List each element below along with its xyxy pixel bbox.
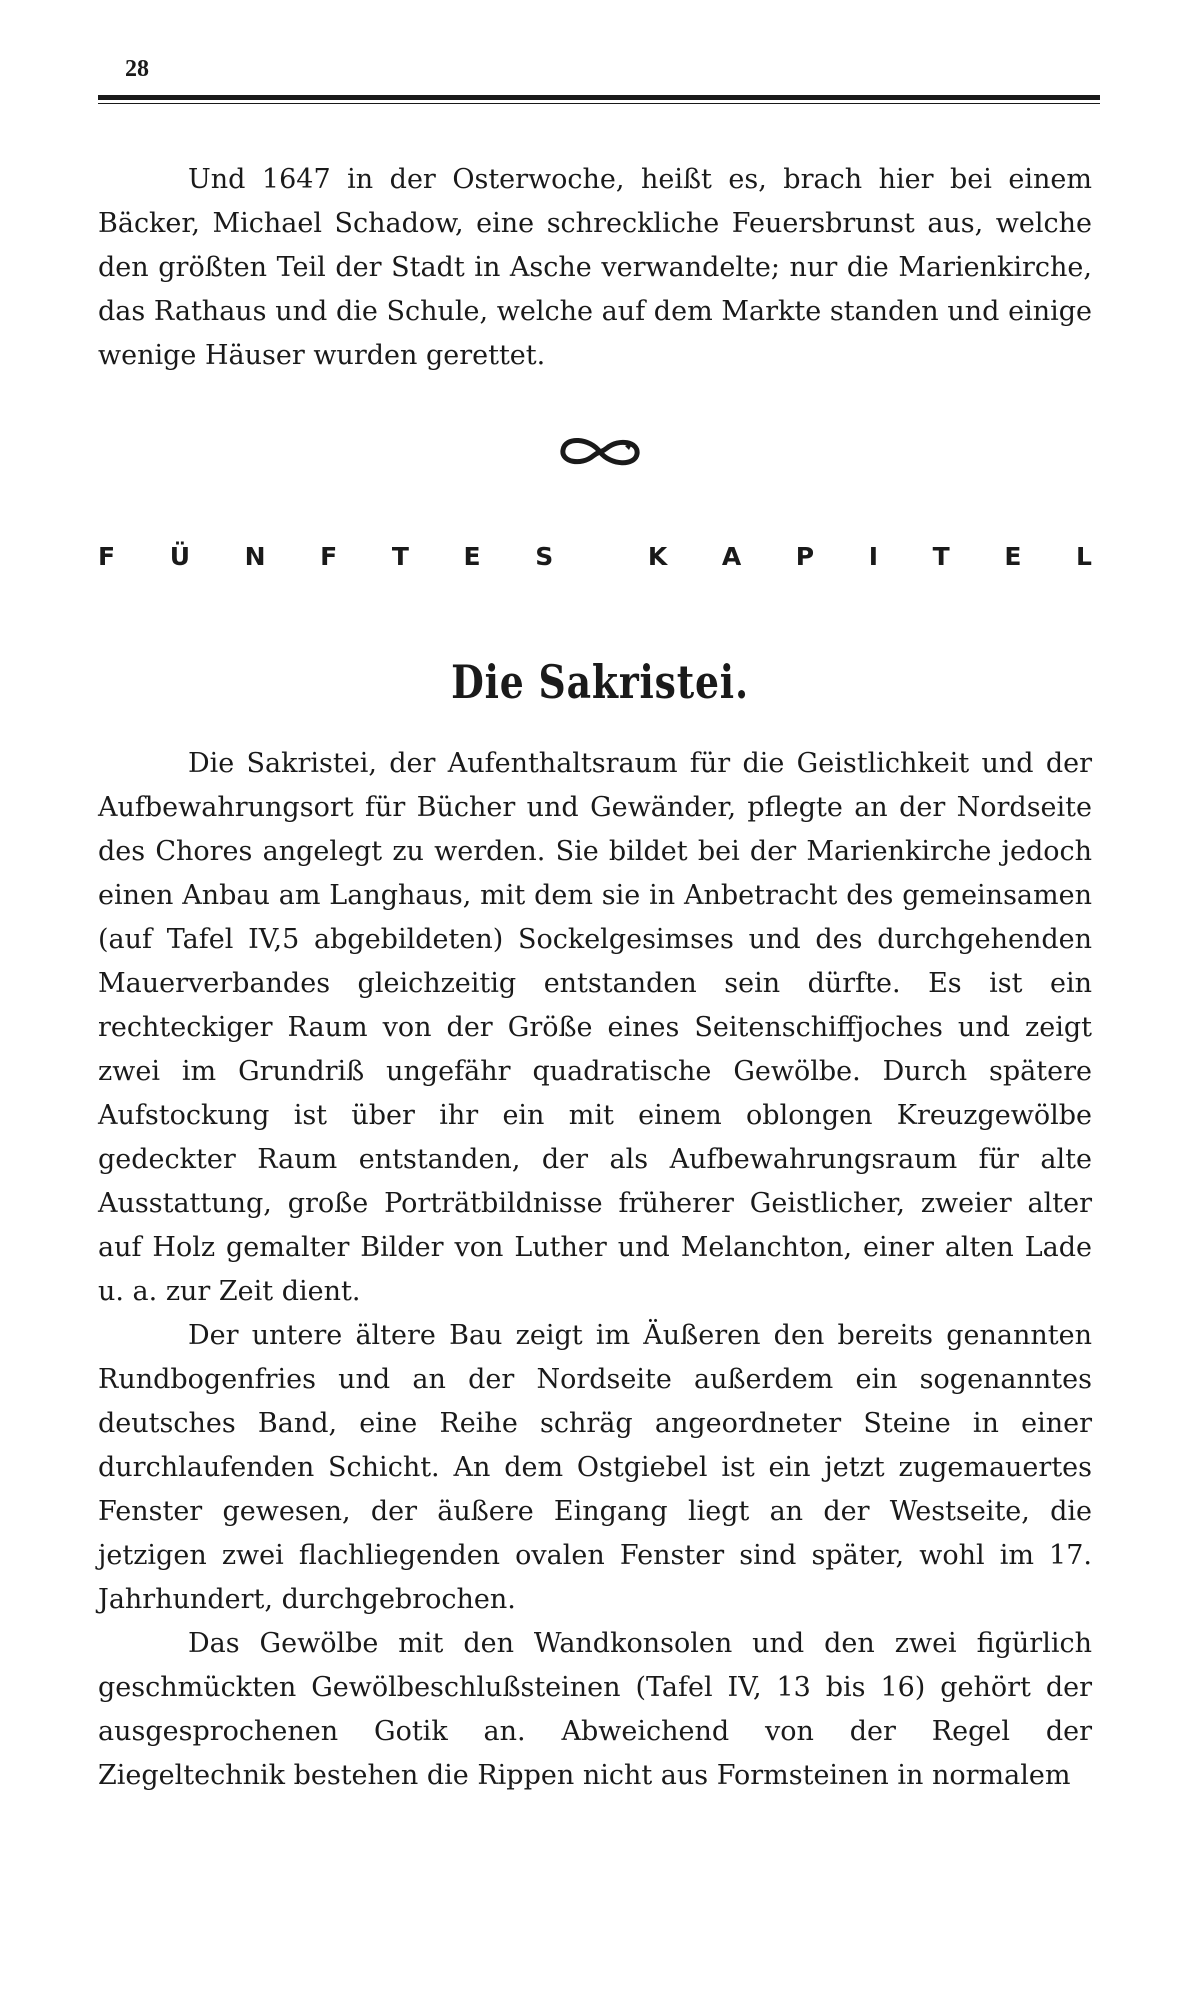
chapter-letter: F <box>320 542 338 571</box>
chapter-letter: A <box>721 542 742 571</box>
body-paragraph: Die Sakristei, der Aufenthaltsraum für die Geistlichkeit und der Aufbewahrungsort für Bücher und Gewänder, pflegte an der Nordseite des Chores angelegt zu werden. Sie bildet bei der Marienkirche jedoch einen Anbau am Langhaus, mit dem sie in Anbetracht des gemeinsamen (auf Tafel IV,5 abgebildeten) Sockelgesimses und des durchgehenden Mauerverbandes gleichzeitig entstanden sein dürfte. Es ist ein rechteckiger Raum von der Größe eines Seitenschiffjoches und zeigt zwei im Grundriß ungefähr quadratische Gewölbe. Durch spätere Aufstockung ist über ihr ein mit einem oblongen Kreuzgewölbe gedeckter Raum entstanden, der als Aufbewahrungsraum für alte Ausstattung, große Porträtbildnisse früherer Geistlicher, zweier alter auf Holz gemalter Bilder von Luther und Melanchton, einer alten Lade u. a. zur Zeit dient. <box>98 748 1092 1307</box>
decorative-flourish-icon <box>555 432 645 472</box>
body-text <box>98 742 1092 1798</box>
chapter-heading <box>98 542 1092 571</box>
chapter-letter: Ü <box>169 542 190 571</box>
chapter-letter: E <box>463 542 481 571</box>
intro-paragraph-block <box>98 158 1092 378</box>
section-title: Die Sakristei. <box>451 655 749 709</box>
chapter-letter: P <box>795 542 815 571</box>
chapter-letter: I <box>868 542 879 571</box>
body-paragraph: Der untere ältere Bau zeigt im Äußeren den bereits genannten Rundbogenfries und an der Nordseite außerdem ein sogenanntes deutsches Band, eine Reihe schräg angeordneter Steine in einer durchlaufenden Schicht. An dem Ostgiebel ist ein jetzt zugemauertes Fenster gewesen, der äußere Eingang liegt an der Westseite, die jetzigen zwei flachliegenden ovalen Fenster sind später, wohl im 17. Jahrhundert, durchgebrochen. <box>98 1320 1092 1615</box>
page-number: 28 <box>125 56 149 82</box>
chapter-letter: T <box>932 542 950 571</box>
header-rule-thin <box>98 103 1100 104</box>
chapter-letter: L <box>1076 542 1092 571</box>
chapter-letter: S <box>535 542 554 571</box>
header-rule <box>98 95 1100 100</box>
body-paragraph: Das Gewölbe mit den Wandkonsolen und den zwei figürlich geschmückten Gewölbeschlußsteinen (Tafel IV, 13 bis 16) gehört der ausgesprochenen Gotik an. Abweichend von der Regel der Ziegeltechnik bestehen die Rippen nicht aus Formsteinen in normalem <box>98 1628 1092 1791</box>
chapter-letter: K <box>647 542 668 571</box>
chapter-letter: E <box>1004 542 1022 571</box>
intro-paragraph: Und 1647 in der Osterwoche, heißt es, brach hier bei einem Bäcker, Michael Schadow, eine schreckliche Feuersbrunst aus, welche den größten Teil der Stadt in Asche verwandelte; nur die Marienkirche, das Rathaus und die Schule, welche auf dem Markte standen und einige wenige Häuser wurden gerettet. <box>98 164 1092 371</box>
chapter-letter: F <box>98 542 116 571</box>
chapter-letter: N <box>244 542 266 571</box>
chapter-letter: T <box>391 542 409 571</box>
